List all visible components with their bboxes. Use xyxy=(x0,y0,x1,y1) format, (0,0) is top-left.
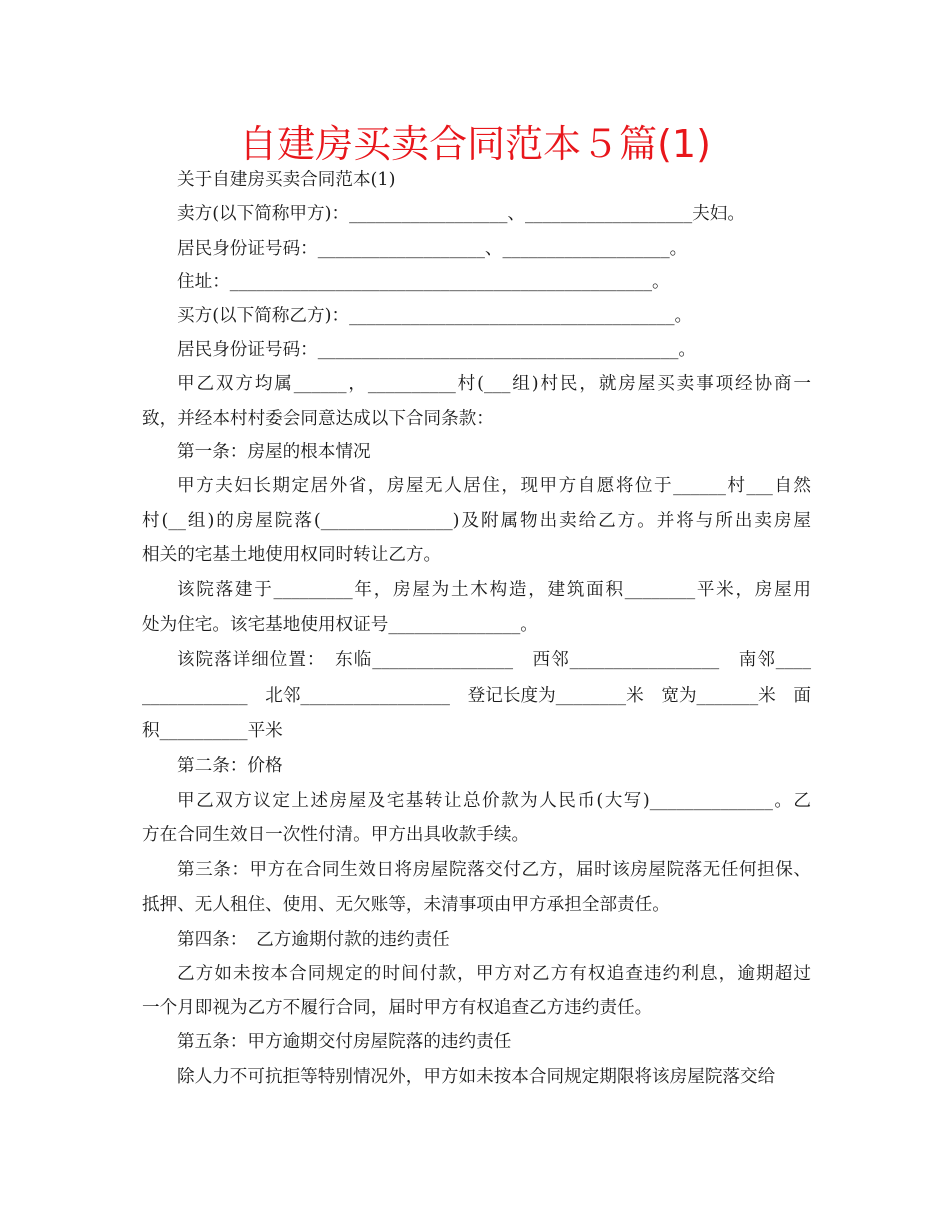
buyer-line: 买方(以下简称乙方)：_____________________________________。 xyxy=(177,306,693,326)
paragraph-line: 该院落详细位置： 东临________________ 西邻_________________ 南邻____ xyxy=(177,650,811,670)
article-heading: 第二条：价格 xyxy=(177,756,283,776)
paragraph-line: 相关的宅基土地使用权同时转让乙方。 xyxy=(142,545,442,565)
seller-id-line: 居民身份证号码：___________________、___________________。 xyxy=(177,239,688,259)
article-heading: 第五条：甲方逾期交付房屋院落的违约责任 xyxy=(177,1032,512,1052)
seller-line: 卖方(以下简称甲方)：__________________、___________________夫妇。 xyxy=(177,204,745,224)
paragraph-line: 甲乙双方议定上述房屋及宅基转让总价款为人民币(大写)______________。乙 xyxy=(177,791,811,811)
article-heading: 第一条：房屋的根本情况 xyxy=(177,442,371,462)
paragraph-line: 积__________平米 xyxy=(142,721,283,741)
paragraph-line: 乙方如未按本合同规定的时间付款，甲方对乙方有权追查违约利息，逾期超过 xyxy=(177,964,811,984)
paragraph-line: 甲方夫妇长期定居外省，房屋无人居住，现甲方自愿将位于______村___自然 xyxy=(177,476,811,496)
paragraph-line: 一个月即视为乙方不履行合同，届时甲方有权追查乙方违约责任。 xyxy=(142,998,653,1018)
paragraph-line: 除人力不可抗拒等特别情况外，甲方如未按本合同规定期限将该房屋院落交给 xyxy=(177,1067,776,1087)
paragraph-line: 抵押、无人租住、使用、无欠账等，未清事项由甲方承担全部责任。 xyxy=(142,895,670,915)
paragraph-line: ____________ 北邻_________________ 登记长度为________米 宽为_______米 面 xyxy=(142,686,811,706)
article-heading: 第四条： 乙方逾期付款的违约责任 xyxy=(177,930,450,950)
address-line: 住址：________________________________________________。 xyxy=(177,272,670,292)
paragraph-line: 致，并经本村村委会同意达成以下合同条款： xyxy=(142,409,494,429)
paragraph-line: 村(__组)的房屋院落(_______________)及附属物出卖给乙方。并将与所出卖房屋 xyxy=(142,511,811,531)
paragraph-line: 处为住宅。该宅基地使用权证号_______________。 xyxy=(142,615,538,635)
paragraph-line: 方在合同生效日一次性付清。甲方出具收款手续。 xyxy=(142,825,530,845)
buyer-id-line: 居民身份证号码：_________________________________________。 xyxy=(177,340,697,360)
subtitle-line: 关于自建房买卖合同范本(1) xyxy=(177,170,396,190)
paragraph-line: 第三条：甲方在合同生效日将房屋院落交付乙方，届时该房屋院落无任何担保、 xyxy=(177,860,811,880)
paragraph-line: 甲乙双方均属______，__________村(___组)村民，就房屋买卖事项经协商一 xyxy=(177,374,811,394)
document-title: 自建房买卖合同范本５篇(1) xyxy=(239,122,711,166)
paragraph-line: 该院落建于_________年，房屋为土木构造，建筑面积________平米，房屋用 xyxy=(177,580,811,600)
